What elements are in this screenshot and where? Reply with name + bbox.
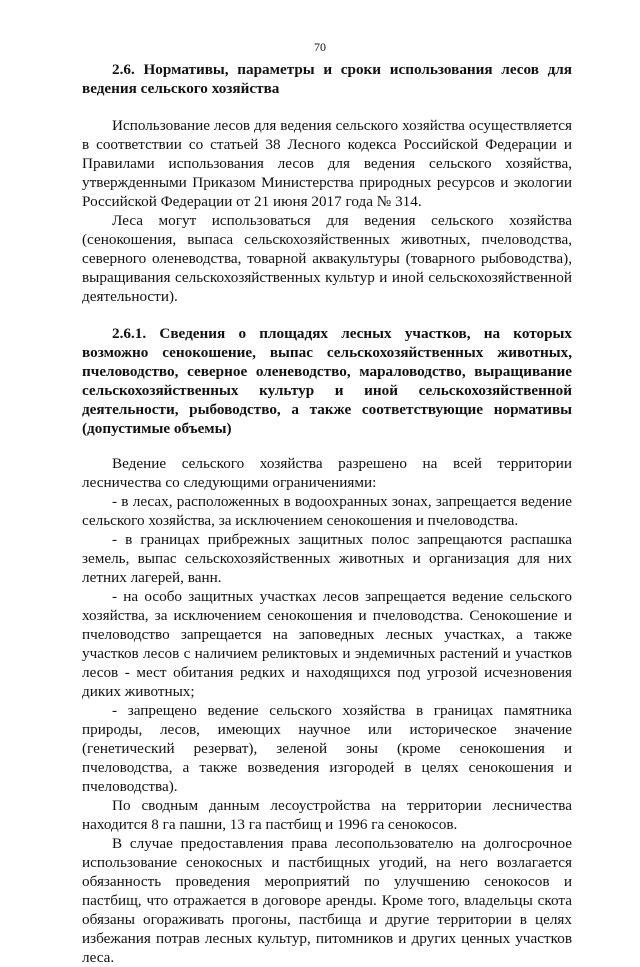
- paragraph: По сводным данным лесоустройства на территории лесничества находится 8 га пашни, 13 га пастбищ и 1996 га сенокосов.: [82, 797, 572, 833]
- section-2-6-heading: 2.6. Нормативы, параметры и сроки использования лесов для ведения сельского хозяйства: [82, 61, 572, 97]
- paragraph: Леса могут использоваться для ведения сельского хозяйства (сенокошения, выпаса сельскохозяйственных животных, пчеловодства, северного оленеводства, товарной аквакультуры (товарного рыбоводства), выращивания сельскохозяйственных культур и иной сельскохозяйственной деятельности).: [82, 212, 572, 305]
- list-item: - в границах прибрежных защитных полос запрещаются распашка земель, выпас сельскохозяйственных животных и организация для них летних лагерей, ванн.: [82, 531, 572, 586]
- paragraph: Использование лесов для ведения сельского хозяйства осуществляется в соответствии со статьей 38 Лесного кодекса Российской Федерации и Правилами использования лесов для ведения сельского хозяйства, утвержденными Приказом Министерства природных ресурсов и экологии Российской Федерации от 21 июня 2017 года № 314.: [82, 117, 572, 210]
- section-2-6-1-heading: 2.6.1. Сведения о площадях лесных участков, на которых возможно сенокошение, выпас сельскохозяйственных животных, пчеловодство, северное оленеводство, мараловодство, выращивание сельскохозяйственных культур и иной сельскохозяйственной деятельности, рыбоводство, а также соответствующие нормативы (допустимые объемы): [82, 325, 572, 437]
- list-item: - в лесах, расположенных в водоохранных зонах, запрещается ведение сельского хозяйства, за исключением сенокошения и пчеловодства.: [82, 493, 572, 529]
- page-content: [82, 60, 572, 967]
- paragraph: Ведение сельского хозяйства разрешено на всей территории лесничества со следующими ограничениями:: [82, 455, 572, 491]
- page-number: 70: [314, 40, 326, 54]
- paragraph: В случае предоставления права лесопользователю на долгосрочное использование сенокосных и пастбищных угодий, на него возлагается обязанность проведения мероприятий по улучшению сенокосов и пастбищ, что отражается в договоре аренды. Кроме того, владельцы скота обязаны огораживать прогоны, пастбища и другие территории в целях избежания потрав лесных культур, питомников и других ценных участков леса.: [82, 835, 572, 966]
- list-item: - на особо защитных участках лесов запрещается ведение сельского хозяйства, за исключением сенокошения и пчеловодства. Сенокошение и пчеловодство запрещается на заповедных лесных участках, а также участков лесов с наличием реликтовых и эндемичных растений и участков лесов - мест обитания редких и находящихся под угрозой исчезновения диких животных;: [82, 588, 572, 700]
- list-item: - запрещено ведение сельского хозяйства в границах памятника природы, лесов, имеющих научное или историческое значение (генетический резерват), зеленой зоны (кроме сенокошения и пчеловодства, а также возведения изгородей в целях сенокошения и пчеловодства).: [82, 702, 572, 795]
